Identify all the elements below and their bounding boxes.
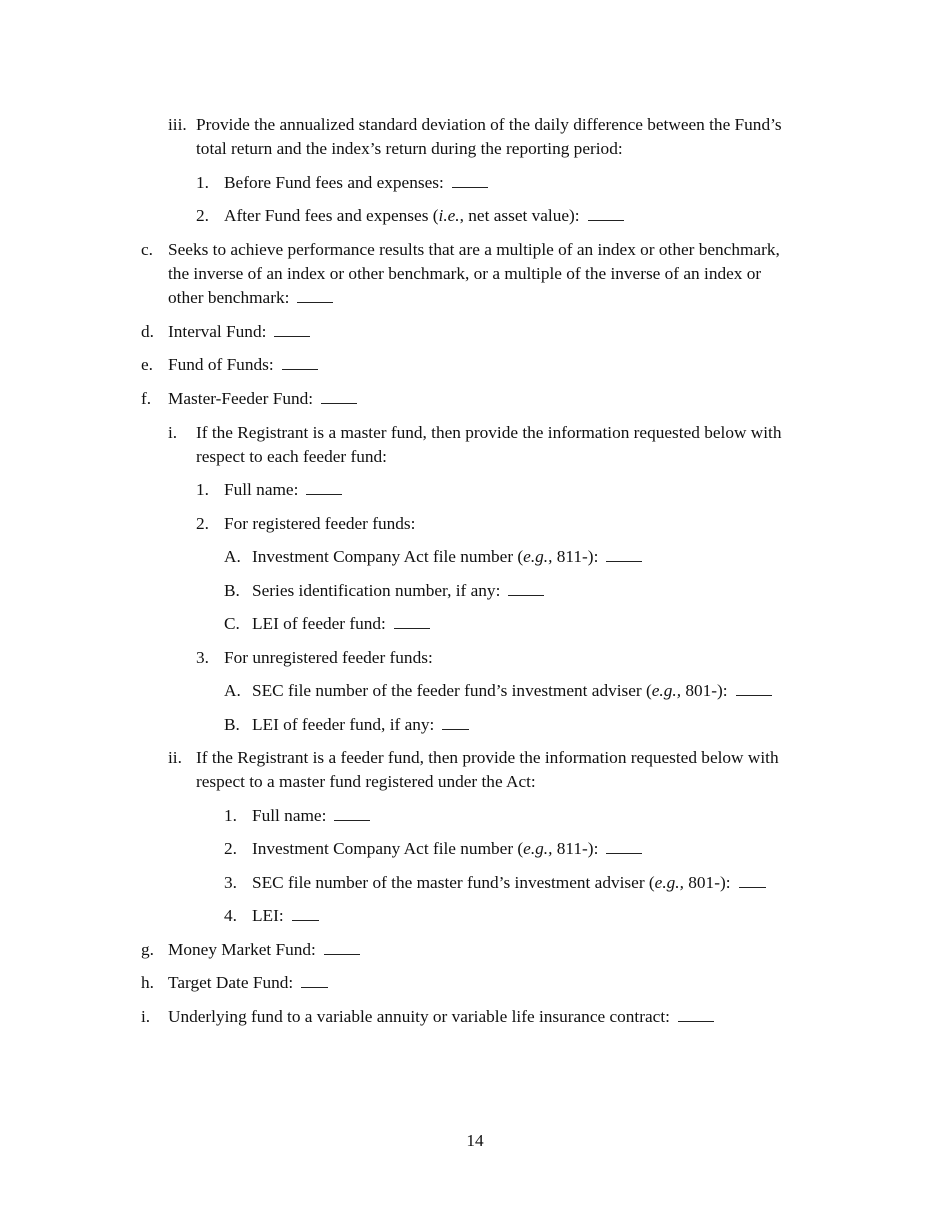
text-after: 801-):: [681, 681, 728, 700]
item-text: LEI of feeder fund, if any:: [252, 715, 435, 734]
item-text-with-blank: [224, 171, 488, 195]
answer-blank[interactable]: [292, 919, 319, 921]
answer-blank[interactable]: [334, 819, 370, 821]
item-text-with-blank: [224, 204, 624, 228]
item-text-with-blank: [168, 1005, 714, 1029]
item-marker: 2.: [196, 514, 209, 533]
item-marker: e.: [141, 355, 153, 374]
item-text: other benchmark:: [168, 288, 290, 307]
text-after: 811-):: [552, 547, 599, 566]
item-text: LEI of feeder fund:: [252, 614, 386, 633]
item-marker: h.: [141, 973, 154, 992]
answer-blank[interactable]: [678, 1020, 714, 1022]
item-marker: 2.: [196, 206, 209, 225]
item-text-with-blank: [224, 478, 342, 502]
text-before: After Fund fees and expenses (: [224, 206, 439, 225]
item-marker: g.: [141, 940, 154, 959]
item-text-with-blank: [168, 353, 318, 377]
item-text: Series identification number, if any:: [252, 581, 501, 600]
item-marker: B.: [224, 715, 240, 734]
item-text: respect to a master fund registered under the Act:: [196, 772, 536, 791]
item-text: total return and the index’s return during the reporting period:: [196, 139, 623, 158]
item-text: For registered feeder funds:: [224, 514, 416, 533]
answer-blank[interactable]: [321, 402, 357, 404]
item-text-with-blank: [252, 904, 319, 928]
item-text: LEI:: [252, 906, 284, 925]
item-marker: iii.: [168, 115, 187, 134]
item-text: Provide the annualized standard deviation of the daily difference between the Fund’s: [196, 115, 782, 134]
answer-blank[interactable]: [739, 886, 766, 888]
answer-blank[interactable]: [736, 694, 772, 696]
item-text: If the Registrant is a master fund, then provide the information requested below with: [196, 423, 782, 442]
item-text: Fund of Funds:: [168, 355, 274, 374]
item-marker: 1.: [224, 806, 237, 825]
item-marker: c.: [141, 240, 153, 259]
item-text: Money Market Fund:: [168, 940, 316, 959]
text-before: SEC file number of the master fund’s investment adviser (: [252, 873, 655, 892]
item-marker: 1.: [196, 173, 209, 192]
item-text: If the Registrant is a feeder fund, then provide the information requested below with: [196, 748, 779, 767]
item-text: respect to each feeder fund:: [196, 447, 387, 466]
item-marker: ii.: [168, 748, 182, 767]
item-marker: 1.: [196, 480, 209, 499]
item-marker: f.: [141, 389, 152, 408]
text-before: Investment Company Act file number (: [252, 547, 524, 566]
answer-blank[interactable]: [282, 368, 318, 370]
answer-blank[interactable]: [297, 301, 333, 303]
item-text-with-blank: [168, 286, 333, 310]
item-text: Underlying fund to a variable annuity or variable life insurance contract:: [168, 1007, 670, 1026]
page-number: 14: [466, 1131, 484, 1150]
item-text-with-blank: [168, 320, 310, 344]
item-text: Before Fund fees and expenses:: [224, 173, 444, 192]
item-text: Interval Fund:: [168, 322, 267, 341]
item-text-with-blank: [252, 545, 642, 569]
answer-blank[interactable]: [452, 186, 488, 188]
answer-blank[interactable]: [274, 335, 310, 337]
item-marker: 3.: [224, 873, 237, 892]
item-marker: C.: [224, 614, 240, 633]
item-marker: 3.: [196, 648, 209, 667]
item-text-with-blank: [252, 871, 766, 895]
answer-blank[interactable]: [306, 493, 342, 495]
item-marker: A.: [224, 547, 241, 566]
item-marker: i.: [168, 423, 178, 442]
text-after: 811-):: [552, 839, 599, 858]
item-text-with-blank: [252, 837, 642, 861]
italic-abbrev: i.e.: [438, 206, 460, 225]
item-marker: 2.: [224, 839, 237, 858]
italic-abbrev: e.g.,: [654, 873, 684, 892]
item-text-with-blank: [168, 971, 328, 995]
item-text: the inverse of an index or other benchmark, or a multiple of the inverse of an index or: [168, 264, 762, 283]
item-text: For unregistered feeder funds:: [224, 648, 433, 667]
item-text-with-blank: [252, 804, 370, 828]
item-text-with-blank: [252, 713, 469, 737]
item-text-with-blank: [168, 387, 357, 411]
item-text: Full name:: [252, 806, 327, 825]
italic-abbrev: e.g.,: [523, 547, 553, 566]
item-text: Full name:: [224, 480, 299, 499]
answer-blank[interactable]: [394, 627, 430, 629]
italic-abbrev: e.g.,: [651, 681, 682, 700]
answer-blank[interactable]: [606, 852, 642, 854]
item-marker: d.: [141, 322, 154, 341]
text-after: 801-):: [683, 873, 731, 892]
answer-blank[interactable]: [588, 219, 624, 221]
item-text-with-blank: [252, 579, 544, 603]
item-marker: i.: [141, 1007, 151, 1026]
answer-blank[interactable]: [324, 953, 360, 955]
item-text-with-blank: [252, 612, 430, 636]
italic-abbrev: e.g.,: [523, 839, 553, 858]
item-text-with-blank: [168, 938, 360, 962]
item-text: Master-Feeder Fund:: [168, 389, 314, 408]
text-before: Investment Company Act file number (: [252, 839, 524, 858]
item-marker: 4.: [224, 906, 237, 925]
item-marker: B.: [224, 581, 240, 600]
text-before: SEC file number of the feeder fund’s investment adviser (: [252, 681, 652, 700]
answer-blank[interactable]: [301, 986, 328, 988]
answer-blank[interactable]: [508, 594, 544, 596]
answer-blank[interactable]: [442, 728, 469, 730]
text-after: , net asset value):: [459, 206, 580, 225]
item-text: Seeks to achieve performance results that are a multiple of an index or other benchmark,: [168, 240, 780, 259]
item-marker: A.: [224, 681, 241, 700]
item-text-with-blank: [252, 679, 772, 703]
item-text: Target Date Fund:: [168, 973, 294, 992]
answer-blank[interactable]: [606, 560, 642, 562]
